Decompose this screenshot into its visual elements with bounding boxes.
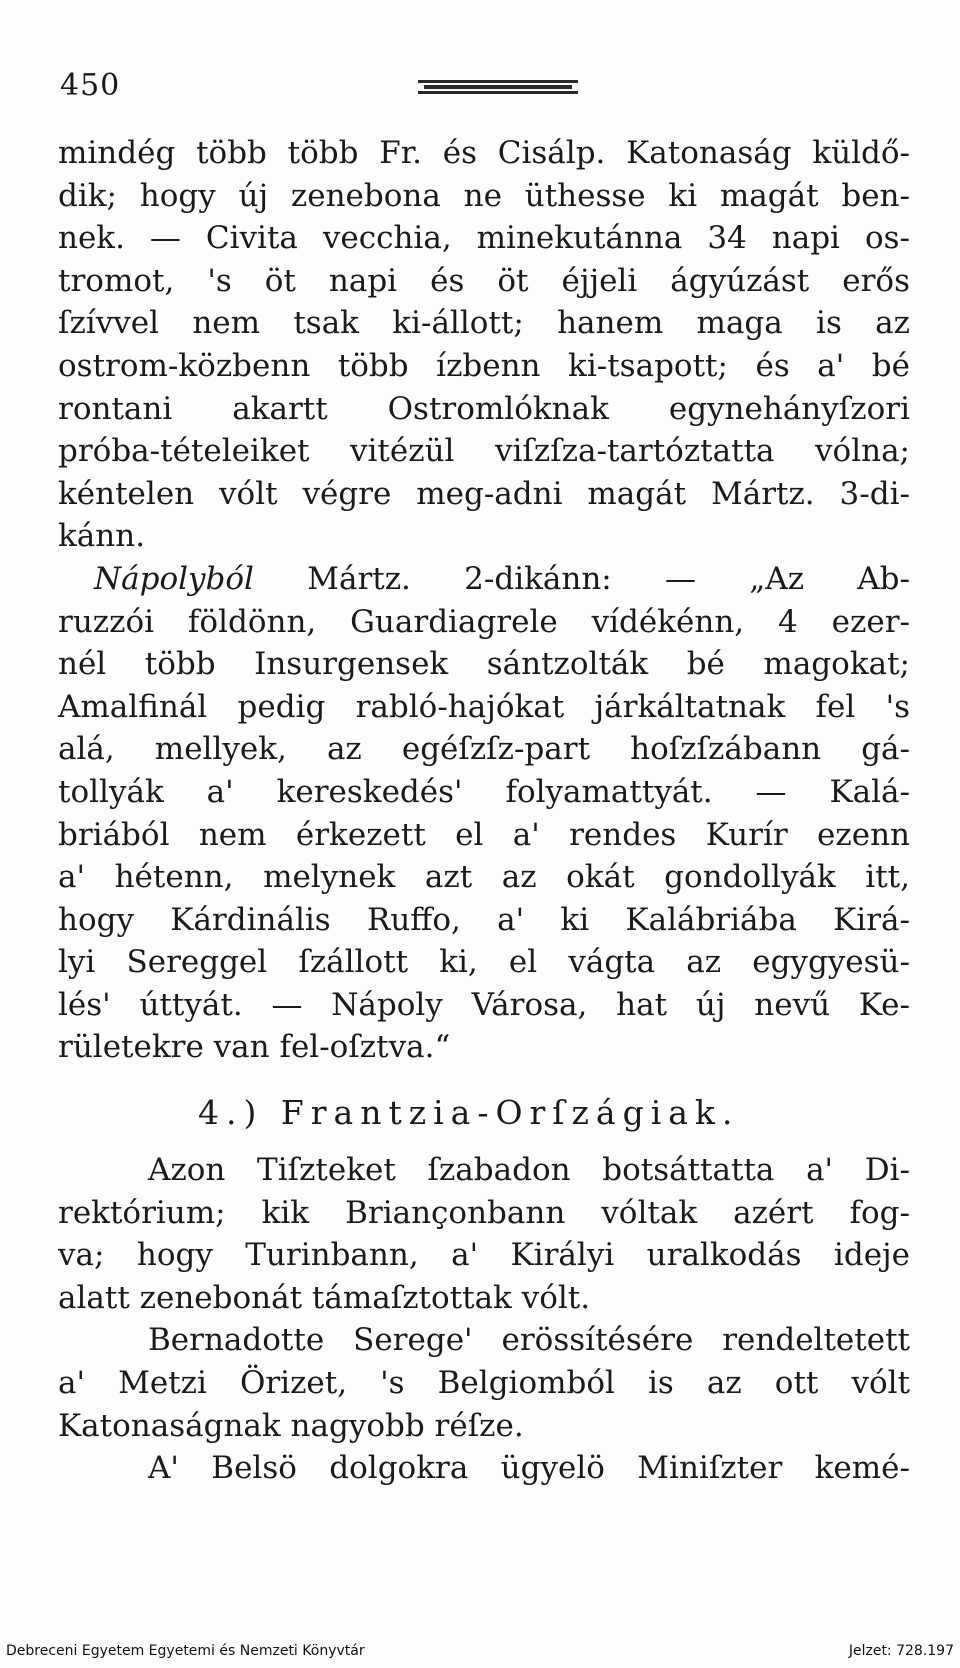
text-line: mindég több több Fr. és Cisálp. Katonaság küldő-: [58, 135, 910, 171]
text-line: hogy Kárdinális Ruffo, a' ki Kalábriába Kirá-: [58, 901, 910, 938]
text-line: nek. — Civita vecchia, minekutánna 34 napi os-: [58, 220, 910, 257]
text-line: Azon Tiſzteket ſzabadon botsáttatta a' Di-: [148, 1152, 910, 1189]
text-line: lés' úttyát. — Nápoly Városa, hat új nevű Ke-: [58, 986, 910, 1023]
body-text: [58, 132, 910, 1490]
text-line: kéntelen vólt végre meg-adni magát Mártz. 3-di-: [58, 475, 910, 512]
text-line: briából nem érkezett el a' rendes Kurír ezenn: [58, 816, 910, 853]
text-line: ostrom-közbenn több ízbenn ki-tsapott; és a' bé: [58, 347, 910, 384]
text-line: tromot, 's öt napi és öt éjjeli ágyúzást erős: [58, 262, 910, 299]
text-line: a' Metzi Örizet, 's Belgiomból is az ott vólt: [58, 1365, 910, 1402]
text-line: dik; hogy új zenebona ne üthesse ki magát ben-: [58, 177, 910, 214]
text-line-dateline: [58, 558, 910, 601]
dateline-text: Nápolyból Mártz. 2-dikánn: — „Az Ab-: [94, 560, 910, 597]
text-line: nél több Insurgensek sántzolták bé magokat;: [58, 646, 910, 683]
text-line: va; hogy Turinbann, a' Királyi uralkodás ideje: [58, 1237, 910, 1274]
text-line: a' hétenn, melynek azt az okát gondollyák itt,: [58, 859, 910, 896]
shelfmark: Jelzet: 728.197: [848, 1643, 954, 1659]
text-line: rületekre van fel-oſztva.“: [58, 1029, 451, 1066]
footer: [6, 1640, 954, 1662]
text-line: alá, mellyek, az egéſzſz-part hoſzſzábann gá-: [58, 731, 910, 768]
header-ornament: [418, 80, 578, 94]
text-line: ruzzói földönn, Guardiagrele vídékénn, 4 ezer-: [58, 603, 910, 640]
text-line: ſzívvel nem tsak ki-állott; hanem maga is az: [58, 305, 910, 342]
text-line: Bernadotte Serege' erössítésére rendeltetett: [148, 1322, 910, 1359]
library-name: Debreceni Egyetem Egyetemi és Nemzeti Könyvtár: [6, 1643, 365, 1659]
text-line: alatt zenebonát támaſztottak vólt.: [58, 1279, 591, 1316]
text-line: rontani akartt Ostromlóknak egynehányſzori: [58, 390, 910, 427]
text-line: rektórium; kik Briançonbann vóltak azért fog-: [58, 1194, 910, 1231]
section-heading: 4.) Frantzia-Orſzágiak.: [198, 1093, 740, 1133]
text-line: kánn.: [58, 518, 146, 555]
text-line: Amalfinál pedig rabló-hajókat járkáltatnak fel 's: [58, 688, 910, 725]
text-line: Katonaságnak nagyobb réſze.: [58, 1407, 524, 1444]
text-line: próba-tételeiket vitézül viſzſza-tartóztatta vólna;: [58, 433, 910, 470]
text-line: lyi Sereggel ſzállott ki, el vágta az egygyesü-: [58, 944, 910, 981]
page-number: 450: [60, 68, 121, 103]
text-line: A' Belsö dolgokra ügyelö Miniſzter kemé-: [148, 1450, 910, 1487]
text-line: tollyák a' kereskedés' folyamattyát. — Kalá-: [58, 773, 910, 810]
